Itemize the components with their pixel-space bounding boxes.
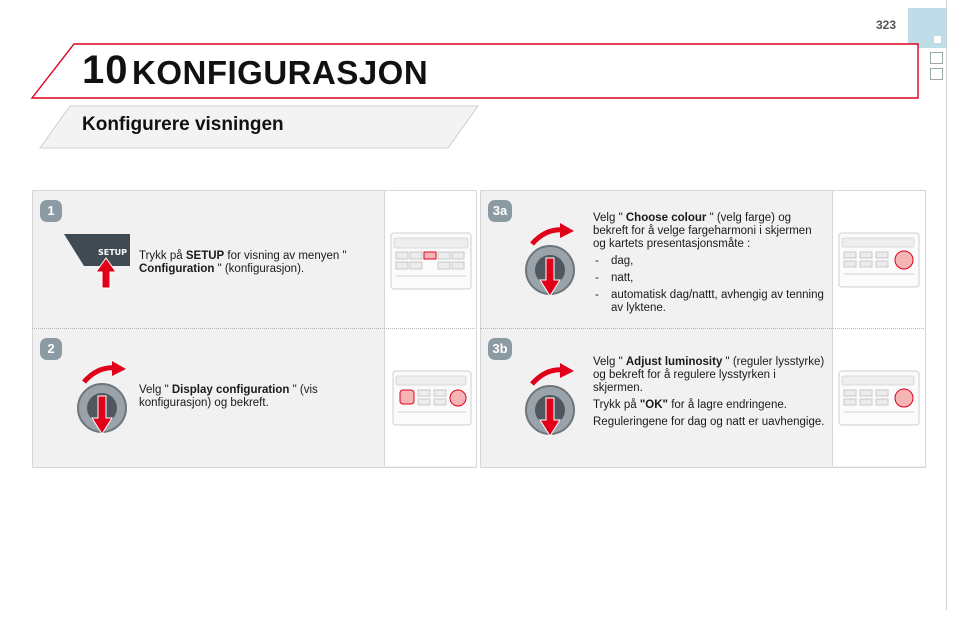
list-item: - natt, — [593, 272, 825, 285]
step-3b-paragraph-2: Trykk på "OK" for å lagre endringene. — [593, 399, 787, 411]
radio-unit-illustration-1 — [390, 232, 472, 290]
colour-options-list — [593, 255, 825, 315]
section-number: 10 — [82, 48, 129, 92]
step-2-text: Velg " Display configuration " (vis konfigurasjon) og bekreft. — [139, 384, 318, 409]
list-item: - dag, — [593, 255, 825, 268]
radio-unit-illustration-3b — [838, 370, 920, 426]
rotary-knob-illustration-3a — [520, 222, 582, 300]
step-badge-3a: 3a — [488, 200, 512, 222]
radio-unit-illustration-2 — [392, 370, 472, 426]
right-divider — [480, 328, 924, 329]
list-item: - automatisk dag/nattt, avhengig av tenning av lyktene. — [593, 289, 825, 315]
step-3b-paragraph-1: Velg " Adjust luminosity " (reguler lysstyrke) og bekreft for å regulere lysstyrken i skjermen. — [593, 356, 825, 394]
left-divider — [32, 328, 475, 329]
rotate-arrow-icon — [84, 361, 126, 382]
setup-button-label: SETUP — [98, 248, 128, 257]
step-badge-1: 1 — [40, 200, 62, 222]
step-3b-text — [593, 356, 825, 433]
step-badge-3b: 3b — [488, 338, 512, 360]
subsection-title: Konfigurere visningen — [82, 114, 284, 135]
rotate-arrow-icon — [532, 223, 574, 244]
step-1-text: Trykk på SETUP for visning av menyen " Configuration " (konfigurasjon). — [139, 250, 347, 275]
page-number: 323 — [876, 18, 897, 32]
chapter-title: KONFIGURASJON — [132, 54, 429, 91]
step-3a-text: Velg " Choose colour " (velg farge) og bekreft for å velge fargeharmoni i skjermen og kartets presentasjonsmåte : - dag, - natt, - automatisk dag/nattt, avhengig av tenning av lyktene. — [593, 212, 825, 319]
rotary-knob-illustration-3b — [520, 362, 582, 440]
rotate-arrow-icon — [532, 363, 574, 384]
rotary-knob-illustration-2 — [72, 360, 134, 438]
step-3b-paragraph-3: Reguleringene for dag og natt er uavhengige. — [593, 416, 825, 428]
step-badge-2: 2 — [40, 338, 62, 360]
setup-button-illustration — [60, 228, 135, 292]
radio-unit-illustration-3a — [838, 232, 920, 288]
